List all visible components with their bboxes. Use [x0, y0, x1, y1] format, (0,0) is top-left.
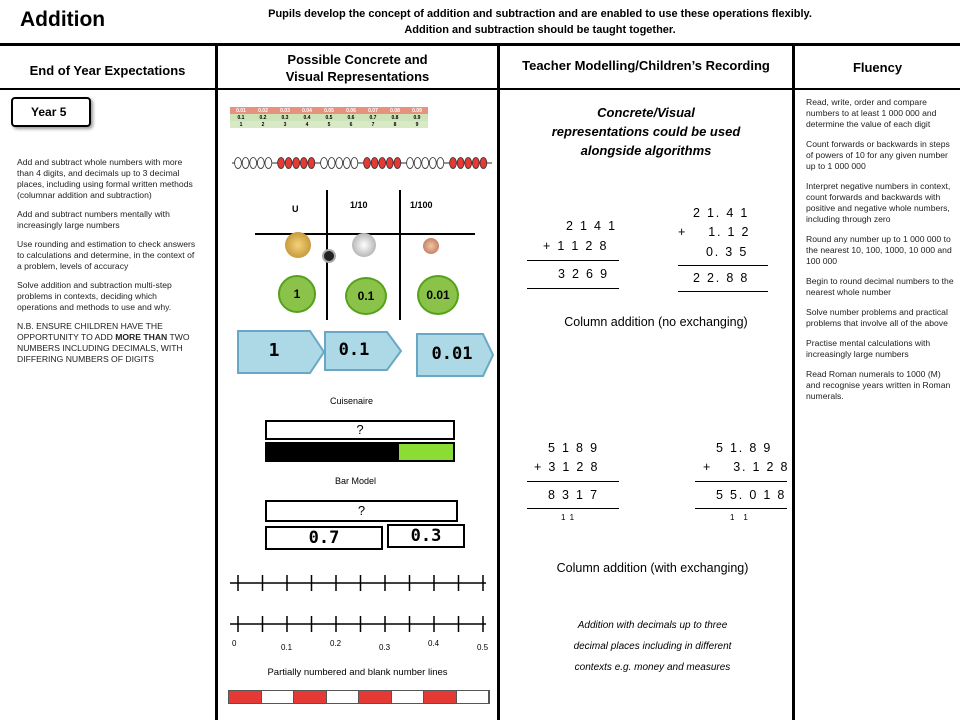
- bead: [472, 158, 479, 169]
- bead: [235, 158, 242, 169]
- pv-cell: 3: [274, 121, 296, 128]
- pv-cell: 0.07: [362, 107, 384, 114]
- pv-heading-units: U: [292, 204, 299, 214]
- arrow-card-one-label: 1: [268, 340, 280, 361]
- pv-cell: 0.3: [274, 114, 296, 121]
- header-divider: [0, 88, 960, 90]
- ten-pence-coin-icon: [352, 233, 376, 257]
- bead: [429, 158, 436, 169]
- number-line-label: 0: [232, 639, 237, 648]
- bead: [351, 158, 358, 169]
- bead: [394, 158, 401, 169]
- expectations-list: [17, 157, 197, 373]
- bead: [407, 158, 414, 169]
- pv-cell: 0.02: [252, 107, 274, 114]
- bead: [328, 158, 335, 169]
- sum4-rule: [695, 508, 787, 509]
- divider-1: [215, 43, 218, 720]
- bar-model-label: Bar Model: [335, 476, 377, 486]
- bead: [242, 158, 249, 169]
- pv-heading-hundredths: 1/100: [410, 200, 433, 210]
- caption-with-exchanging: Column addition (with exchanging): [556, 561, 749, 575]
- number-line-label: 0.5: [477, 643, 489, 652]
- pv-cell: 8: [384, 121, 406, 128]
- sum3-b: + 3 1 2 8: [534, 460, 600, 474]
- top-divider: [0, 43, 960, 46]
- sum1-a: 2 1 4 1: [566, 219, 617, 233]
- bead: [414, 158, 421, 169]
- fluency-item: Interpret negative numbers in context, count forwards and backwards with positive and negative whole numbers, including through zero: [806, 181, 951, 224]
- bead: [386, 158, 393, 169]
- bead: [308, 158, 315, 169]
- expectation-note: N.B. ENSURE CHILDREN HAVE THE OPPORTUNITY TO ADD MORE THAN TWO NUMBERS INCLUDING DECIMALS, WITH DIFFERING NUMBERS OF DIGITS: [17, 321, 190, 364]
- number-line-label: 0.3: [379, 643, 391, 652]
- expectation-item: Add and subtract whole numbers with more than 4 digits, and decimals up to 3 decimal places, including using formal written methods (columnar addition and subtraction): [17, 157, 193, 200]
- fluency-item: Count forwards or backwards in steps of powers of 10 for any given number up to 1 000 000: [806, 139, 950, 171]
- disk-one: 1: [278, 275, 316, 313]
- pv-cell: 9: [406, 121, 428, 128]
- sum3-a: 5 1 8 9: [548, 441, 599, 455]
- fluency-item: Practise mental calculations with increasingly large numbers: [806, 338, 931, 359]
- intro-text: Pupils develop the concept of addition and subtraction and are enabled to use these operations flexibly. Addition and subtraction should be taught together.: [268, 8, 812, 36]
- cuisenaire-green-rod: [397, 442, 455, 462]
- cuisenaire-label: Cuisenaire: [330, 396, 374, 406]
- bead: [250, 158, 257, 169]
- pv-cell: 0.05: [318, 107, 340, 114]
- year-badge: Year 5: [11, 97, 91, 127]
- modelling-footer: Addition with decimals up to three decimal places including in different contexts e.g. money and measures: [573, 620, 732, 673]
- pv-cell: 0.5: [318, 114, 340, 121]
- col-head-modelling: Teacher Modelling/Children’s Recording: [522, 58, 770, 73]
- number-line-label: 0.1: [281, 643, 293, 652]
- fluency-item: Read Roman numerals to 1000 (M) and recognise years written in Roman numerals.: [806, 369, 951, 401]
- pv-cell: 0.1: [230, 114, 252, 121]
- bead: [300, 158, 307, 169]
- pv-cell: 0.2: [252, 114, 274, 121]
- arrow-card-hundredth-label: 0.01: [431, 344, 473, 364]
- expectation-item: Use rounding and estimation to check answers to calculations and determine, in the context of a problem, levels of accuracy: [17, 239, 196, 271]
- bead: [278, 158, 285, 169]
- penny-coin-icon: [423, 238, 439, 254]
- pv-cell: 0.9: [406, 114, 428, 121]
- number-line-caption: Partially numbered and blank number lines: [267, 667, 448, 678]
- strip-segment: [327, 691, 360, 703]
- pv-cell: 7: [362, 121, 384, 128]
- bead: [257, 158, 264, 169]
- bead: [437, 158, 444, 169]
- bead: [422, 158, 429, 169]
- strip-segment: [359, 691, 392, 703]
- pv-cell: 0.03: [274, 107, 296, 114]
- pv-heading-tenths: 1/10: [350, 200, 368, 210]
- number-line-label: 0.4: [428, 639, 440, 648]
- fluency-item: Begin to round decimal numbers to the nearest whole number: [806, 276, 954, 297]
- sum4-b: + 3. 1 2 8: [703, 460, 790, 474]
- pv-cell: 0.09: [406, 107, 428, 114]
- sum4-carry: 1 1: [730, 513, 748, 522]
- bead: [457, 158, 464, 169]
- bar-model-part-b: 0.3: [387, 524, 465, 548]
- expectation-item: Add and subtract numbers mentally with increasingly large numbers: [17, 209, 170, 230]
- pv-chart-line: [399, 190, 401, 320]
- bead: [293, 158, 300, 169]
- bead: [371, 158, 378, 169]
- cuisenaire-black-rod: [265, 442, 397, 462]
- disk-tenth: 0.1: [345, 277, 387, 315]
- pv-cell: 6: [340, 121, 362, 128]
- sum2-rule: [678, 265, 768, 266]
- bead: [285, 158, 292, 169]
- bead: [321, 158, 328, 169]
- bead: [379, 158, 386, 169]
- strip-segment: [229, 691, 262, 703]
- sum1-b: + 1 1 2 8: [543, 239, 609, 253]
- caption-no-exchanging: Column addition (no exchanging): [564, 315, 748, 329]
- bead: [480, 158, 487, 169]
- sum2-a: 2 1. 4 1: [693, 206, 750, 220]
- expectation-item: Solve addition and subtraction multi-step problems in contexts, deciding which operations and methods to use and why.: [17, 280, 172, 312]
- pv-cell: 5: [318, 121, 340, 128]
- bead: [465, 158, 472, 169]
- place-value-table: [230, 107, 428, 128]
- strip-segment: [457, 691, 490, 703]
- sum2-c: 0. 3 5: [706, 245, 749, 259]
- bead: [343, 158, 350, 169]
- pv-cell: 4: [296, 121, 318, 128]
- pv-cell: 2: [252, 121, 274, 128]
- bead: [336, 158, 343, 169]
- strip-segment: [294, 691, 327, 703]
- sum3-rule: [527, 481, 619, 482]
- pv-cell: 0.6: [340, 114, 362, 121]
- fluency-item: Solve number problems and practical problems that involve all of the above: [806, 307, 948, 328]
- pv-cell: 0.01: [230, 107, 252, 114]
- fluency-item: Round any number up to 1 000 000 to the nearest 10, 100, 1000, 10 000 and 100 000: [806, 234, 952, 266]
- col-head-concrete: Possible Concrete and Visual Representations: [285, 52, 430, 84]
- sum4-result: 5 5. 0 1 8: [716, 488, 787, 502]
- sum2-result: 2 2. 8 8: [693, 271, 750, 285]
- sum3-result: 8 3 1 7: [548, 488, 599, 502]
- pv-cell: 0.06: [340, 107, 362, 114]
- pv-cell: 0.8: [384, 114, 406, 121]
- counting-strip: [228, 690, 490, 704]
- bead: [265, 158, 272, 169]
- pound-coin-icon: [285, 232, 311, 258]
- pv-cell: 0.7: [362, 114, 384, 121]
- strip-segment: [392, 691, 425, 703]
- page-title: Addition: [20, 8, 106, 31]
- sum2-b: + 1. 1 2: [678, 225, 751, 239]
- disk-hundredth: 0.01: [417, 275, 459, 315]
- pv-cell: 0.4: [296, 114, 318, 121]
- arrow-card-tenth-label: 0.1: [338, 340, 370, 360]
- bead: [450, 158, 457, 169]
- bead-string: [228, 150, 496, 176]
- bar-model-total: ?: [265, 500, 458, 522]
- sum1-rule: [527, 288, 619, 289]
- pv-cell: 0.04: [296, 107, 318, 114]
- sum4-rule: [695, 481, 787, 482]
- pv-cell: 0.08: [384, 107, 406, 114]
- bead: [364, 158, 371, 169]
- pv-cell: 1: [230, 121, 252, 128]
- sum2-rule: [678, 291, 768, 292]
- sum3-rule: [527, 508, 619, 509]
- cuisenaire-total-bar: ?: [265, 420, 455, 440]
- pv-dot: [322, 249, 336, 263]
- sum4-a: 5 1. 8 9: [716, 441, 773, 455]
- strip-segment: [424, 691, 457, 703]
- number-line-label: 0.2: [330, 639, 342, 648]
- fluency-item: Read, write, order and compare numbers to at least 1 000 000 and determine the value of each digit: [806, 97, 937, 129]
- strip-segment: [262, 691, 295, 703]
- fluency-list: [806, 97, 954, 411]
- sum3-carry: 1 1: [561, 513, 576, 522]
- col-head-fluency: Fluency: [852, 60, 903, 75]
- number-lines: [228, 575, 488, 655]
- modelling-heading: Concrete/Visual representations could be used alongside algorithms: [551, 105, 741, 158]
- col-head-expectations: End of Year Expectations: [29, 63, 186, 78]
- sum1-result: 3 2 6 9: [558, 267, 609, 281]
- bar-model-part-a: 0.7: [265, 526, 383, 550]
- sum1-rule: [527, 260, 619, 261]
